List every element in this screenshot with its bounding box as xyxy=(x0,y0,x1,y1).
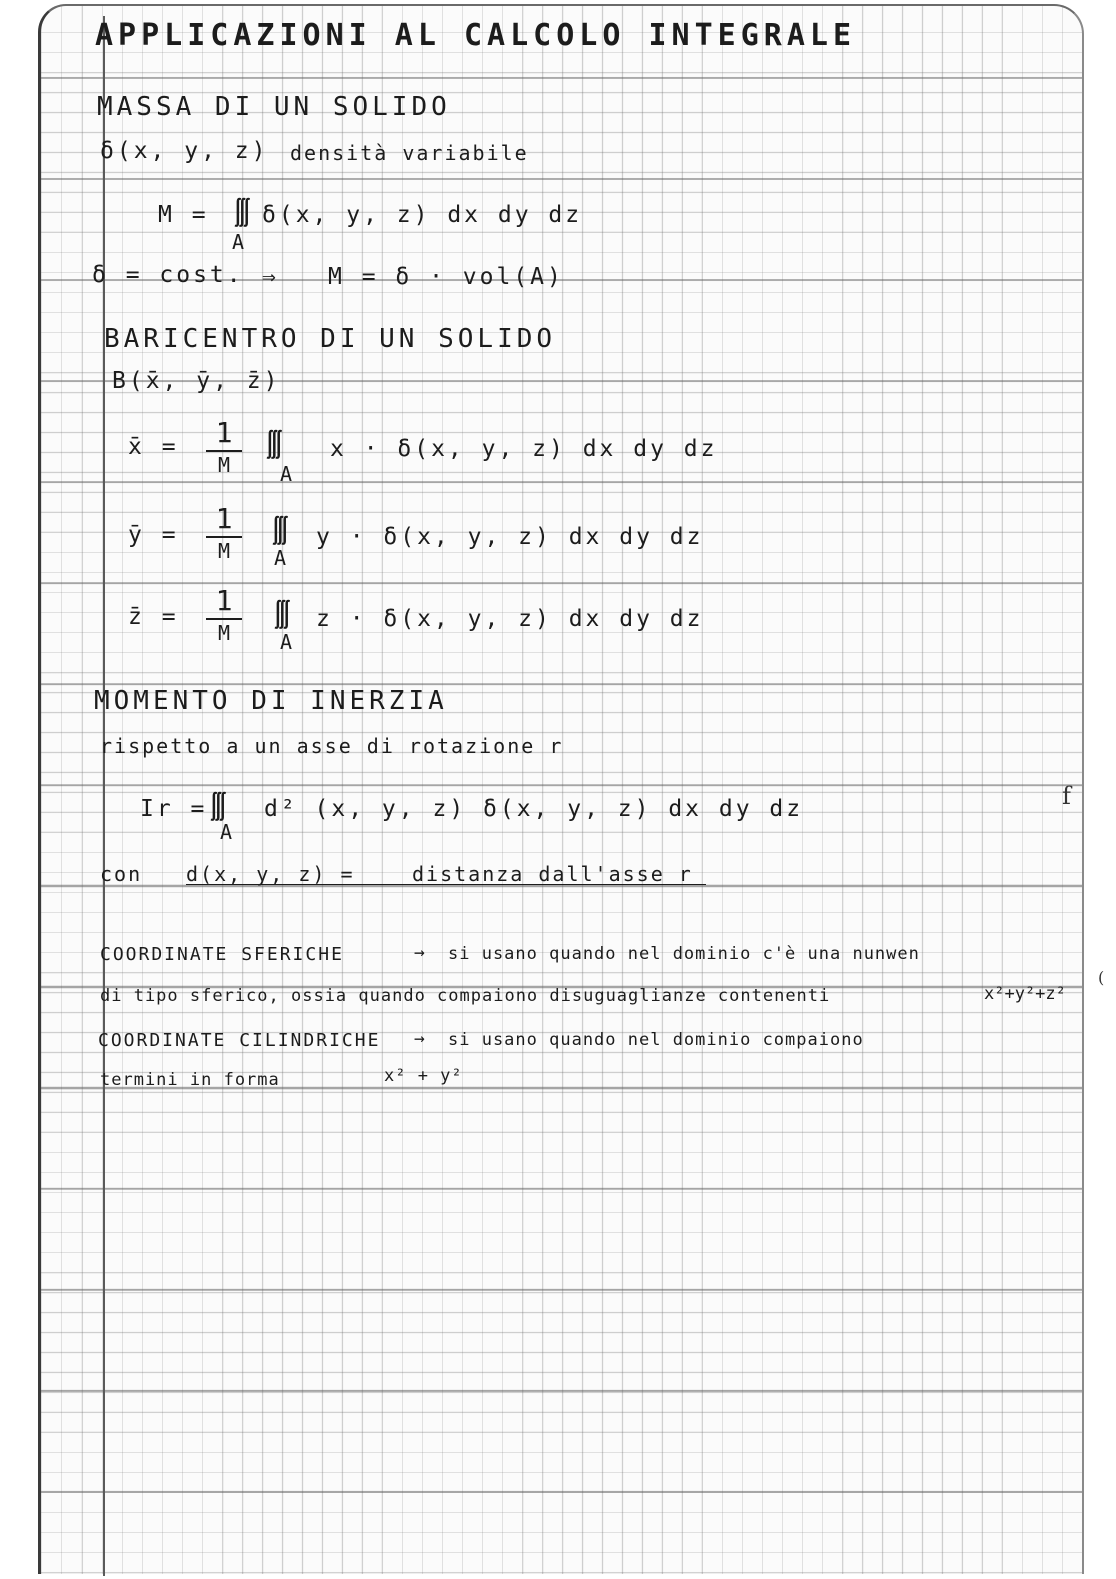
barycenter-y-lhs: ȳ = xyxy=(128,522,179,548)
cylindrical-coords-label: COORDINATE CILINDRICHE xyxy=(98,1030,381,1051)
spherical-coords-label: COORDINATE SFERICHE xyxy=(100,944,344,965)
implies-arrow: ⇒ xyxy=(262,264,279,290)
constant-density: δ = cost. xyxy=(92,262,244,288)
density-label: δ(x, y, z) xyxy=(100,138,269,164)
fraction-1-over-m: 1 M xyxy=(206,586,242,644)
underline xyxy=(186,884,706,885)
mass-formula-lhs: M = xyxy=(158,202,209,228)
margin-mark: ( xyxy=(1098,968,1105,987)
section-heading-massa: MASSA DI UN SOLIDO xyxy=(97,92,451,122)
note-con: con xyxy=(100,862,143,886)
density-description: densità variabile xyxy=(290,141,529,165)
cylindrical-expression: x² + y² xyxy=(384,1066,463,1086)
inertia-intro: rispetto a un asse di rotazione r xyxy=(100,734,564,758)
integral-domain: A xyxy=(220,820,233,844)
section-heading-inerzia: MOMENTO DI INERZIA xyxy=(94,686,448,716)
barycenter-point: B(x̄, ȳ, z̄) xyxy=(112,368,281,394)
cylindrical-coords-text-2: termini in forma xyxy=(100,1070,280,1090)
section-heading-baricentro: BARICENTRO DI UN SOLIDO xyxy=(104,324,557,354)
triple-integral-icon: ∭ xyxy=(234,196,251,229)
notebook-page xyxy=(38,4,1084,1574)
integral-domain: A xyxy=(232,230,245,254)
cylindrical-coords-text: si usano quando nel dominio compaiono xyxy=(448,1030,864,1050)
barycenter-y-body: y · δ(x, y, z) dx dy dz xyxy=(316,524,704,550)
triple-integral-icon: ∭ xyxy=(266,428,283,461)
arrow-icon: → xyxy=(414,1028,427,1049)
triple-integral-icon: ∭ xyxy=(272,514,289,547)
barycenter-x-lhs: x̄ = xyxy=(128,434,179,460)
inertia-formula-lhs: Ir = xyxy=(140,796,208,822)
barycenter-z-lhs: z̄ = xyxy=(128,604,179,630)
margin-mark: f xyxy=(1062,782,1071,810)
spherical-coords-text: si usano quando nel dominio c'è una nunwen xyxy=(448,944,920,964)
constant-mass-formula: M = δ · vol(A) xyxy=(328,264,564,290)
spherical-coords-text-2: di tipo sferico, ossia quando compaiono disuguaglianze contenenti xyxy=(100,986,831,1006)
barycenter-z-body: z · δ(x, y, z) dx dy dz xyxy=(316,606,704,632)
distance-function: d(x, y, z) = xyxy=(186,862,355,886)
triple-integral-icon: ∭ xyxy=(210,790,227,823)
integral-domain: A xyxy=(280,462,293,486)
arrow-icon: → xyxy=(414,942,427,963)
integral-domain: A xyxy=(280,630,293,654)
fraction-1-over-m: 1 M xyxy=(206,418,242,476)
integral-domain: A xyxy=(274,546,287,570)
page-margin-line xyxy=(103,16,105,1576)
triple-integral-icon: ∭ xyxy=(274,598,291,631)
mass-formula-body: δ(x, y, z) dx dy dz xyxy=(262,202,583,228)
spherical-expression: x²+y²+z² xyxy=(984,984,1066,1004)
inertia-formula-body: d² (x, y, z) δ(x, y, z) dx dy dz xyxy=(264,796,804,822)
page-title: APPLICAZIONI AL CALCOLO INTEGRALE xyxy=(95,18,857,53)
fraction-1-over-m: 1 M xyxy=(206,504,242,562)
distance-description: distanza dall'asse r xyxy=(412,862,693,886)
barycenter-x-body: x · δ(x, y, z) dx dy dz xyxy=(330,436,718,462)
